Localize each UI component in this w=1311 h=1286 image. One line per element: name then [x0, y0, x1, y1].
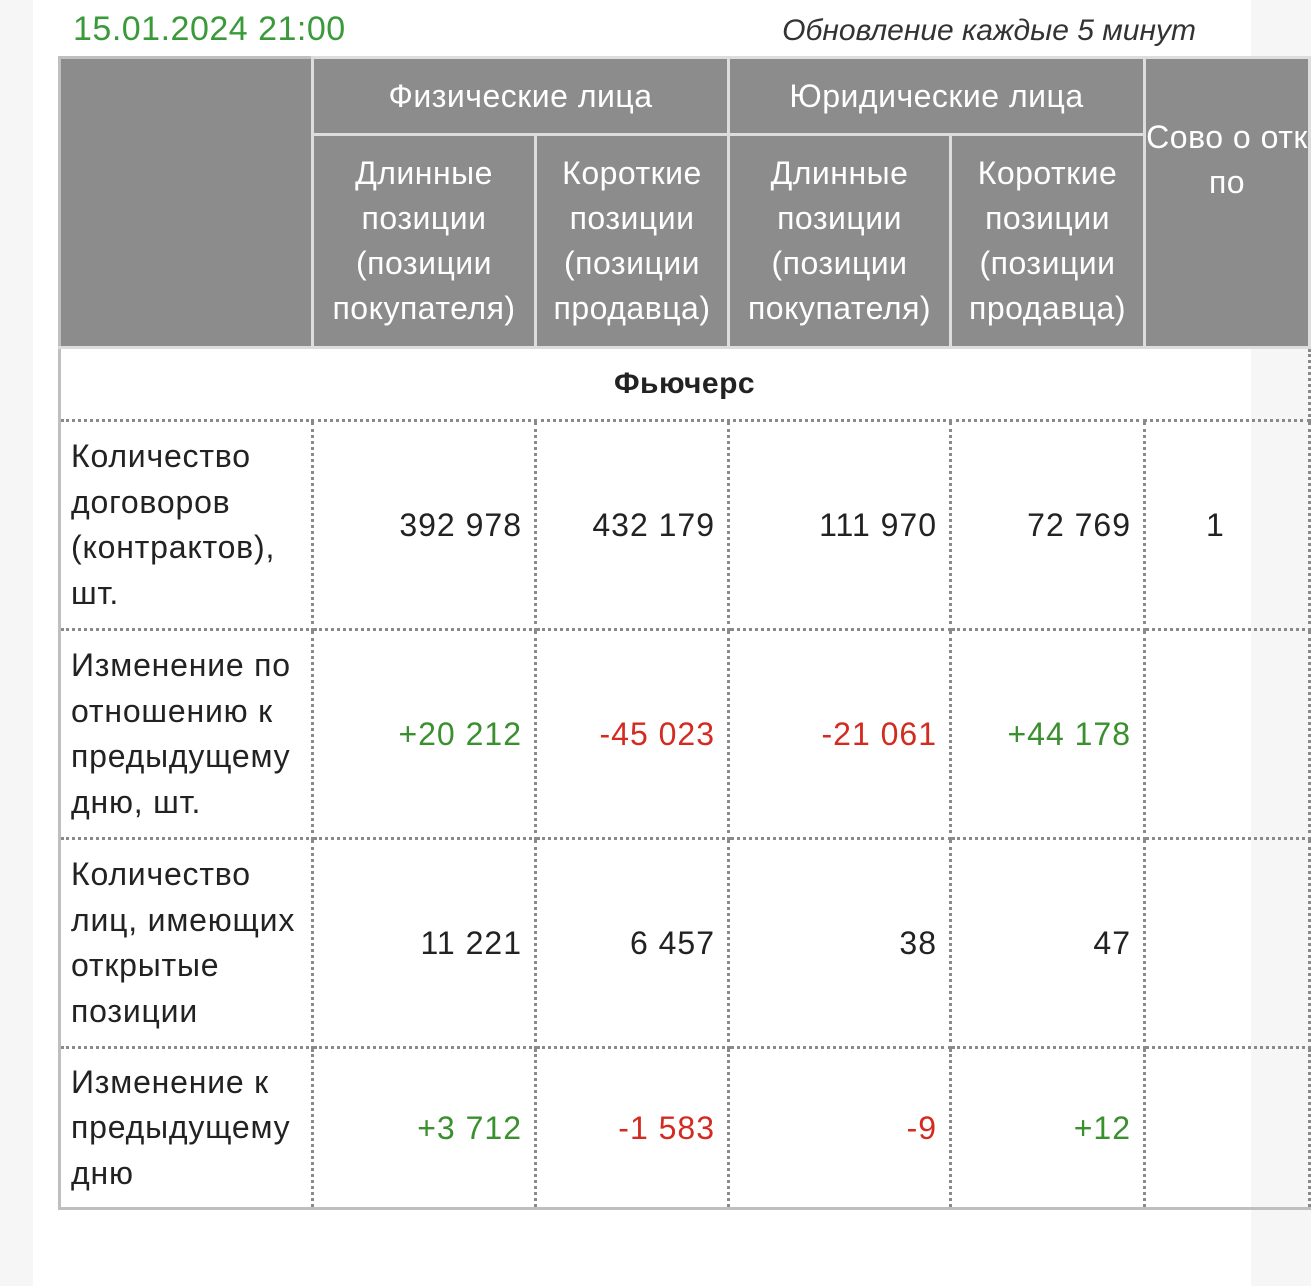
update-timestamp: 15.01.2024 21:00	[73, 10, 346, 48]
cell-legal-short: 47	[951, 839, 1145, 1048]
table-row	[60, 421, 1310, 630]
row-label-holders-change: Изменение к предыдущему дню	[60, 1048, 313, 1209]
cell-legal-long: -21 061	[729, 630, 951, 839]
cell-individuals-long: +3 712	[313, 1048, 536, 1209]
group-header-legal-entities: Юридические лица	[729, 58, 1145, 135]
cell-total	[1145, 839, 1310, 1048]
subheader-individuals-long: Длинные позиции (позиции покупателя)	[313, 135, 536, 348]
table-row	[60, 630, 1310, 839]
section-title-futures: Фьючерс	[60, 348, 1310, 421]
subheader-legal-short: Короткие позиции (позиции продавца)	[951, 135, 1145, 348]
row-label-contracts: Количество договоров (контрактов), шт.	[60, 421, 313, 630]
cell-individuals-long: +20 212	[313, 630, 536, 839]
table-viewport[interactable]	[58, 56, 1308, 1197]
subheader-legal-long: Длинные позиции (позиции покупателя)	[729, 135, 951, 348]
cell-legal-short: 72 769	[951, 421, 1145, 630]
cell-legal-long: 38	[729, 839, 951, 1048]
cell-individuals-short: -1 583	[536, 1048, 729, 1209]
cell-legal-long: 111 970	[729, 421, 951, 630]
cell-individuals-long: 11 221	[313, 839, 536, 1048]
table-row	[60, 1048, 1310, 1209]
row-label-contracts-change: Изменение по отношению к предыдущему дню, шт.	[60, 630, 313, 839]
cell-legal-short: +44 178	[951, 630, 1145, 839]
subheader-individuals-short: Короткие позиции (позиции продавца)	[536, 135, 729, 348]
open-positions-table	[58, 56, 1311, 1210]
cell-individuals-short: 6 457	[536, 839, 729, 1048]
update-frequency-note: Обновление каждые 5 минут	[782, 14, 1196, 47]
table-row	[60, 839, 1310, 1048]
cell-total: 1	[1145, 421, 1310, 630]
header-corner-cell	[60, 58, 313, 348]
cell-total	[1145, 1048, 1310, 1209]
cell-individuals-short: -45 023	[536, 630, 729, 839]
cell-individuals-short: 432 179	[536, 421, 729, 630]
cell-legal-long: -9	[729, 1048, 951, 1209]
cell-total	[1145, 630, 1310, 839]
cell-legal-short: +12	[951, 1048, 1145, 1209]
cell-individuals-long: 392 978	[313, 421, 536, 630]
group-header-individuals: Физические лица	[313, 58, 729, 135]
row-label-holders: Количество лиц, имеющих открытые позиции	[60, 839, 313, 1048]
group-header-total: Сово о отк по	[1145, 58, 1310, 348]
